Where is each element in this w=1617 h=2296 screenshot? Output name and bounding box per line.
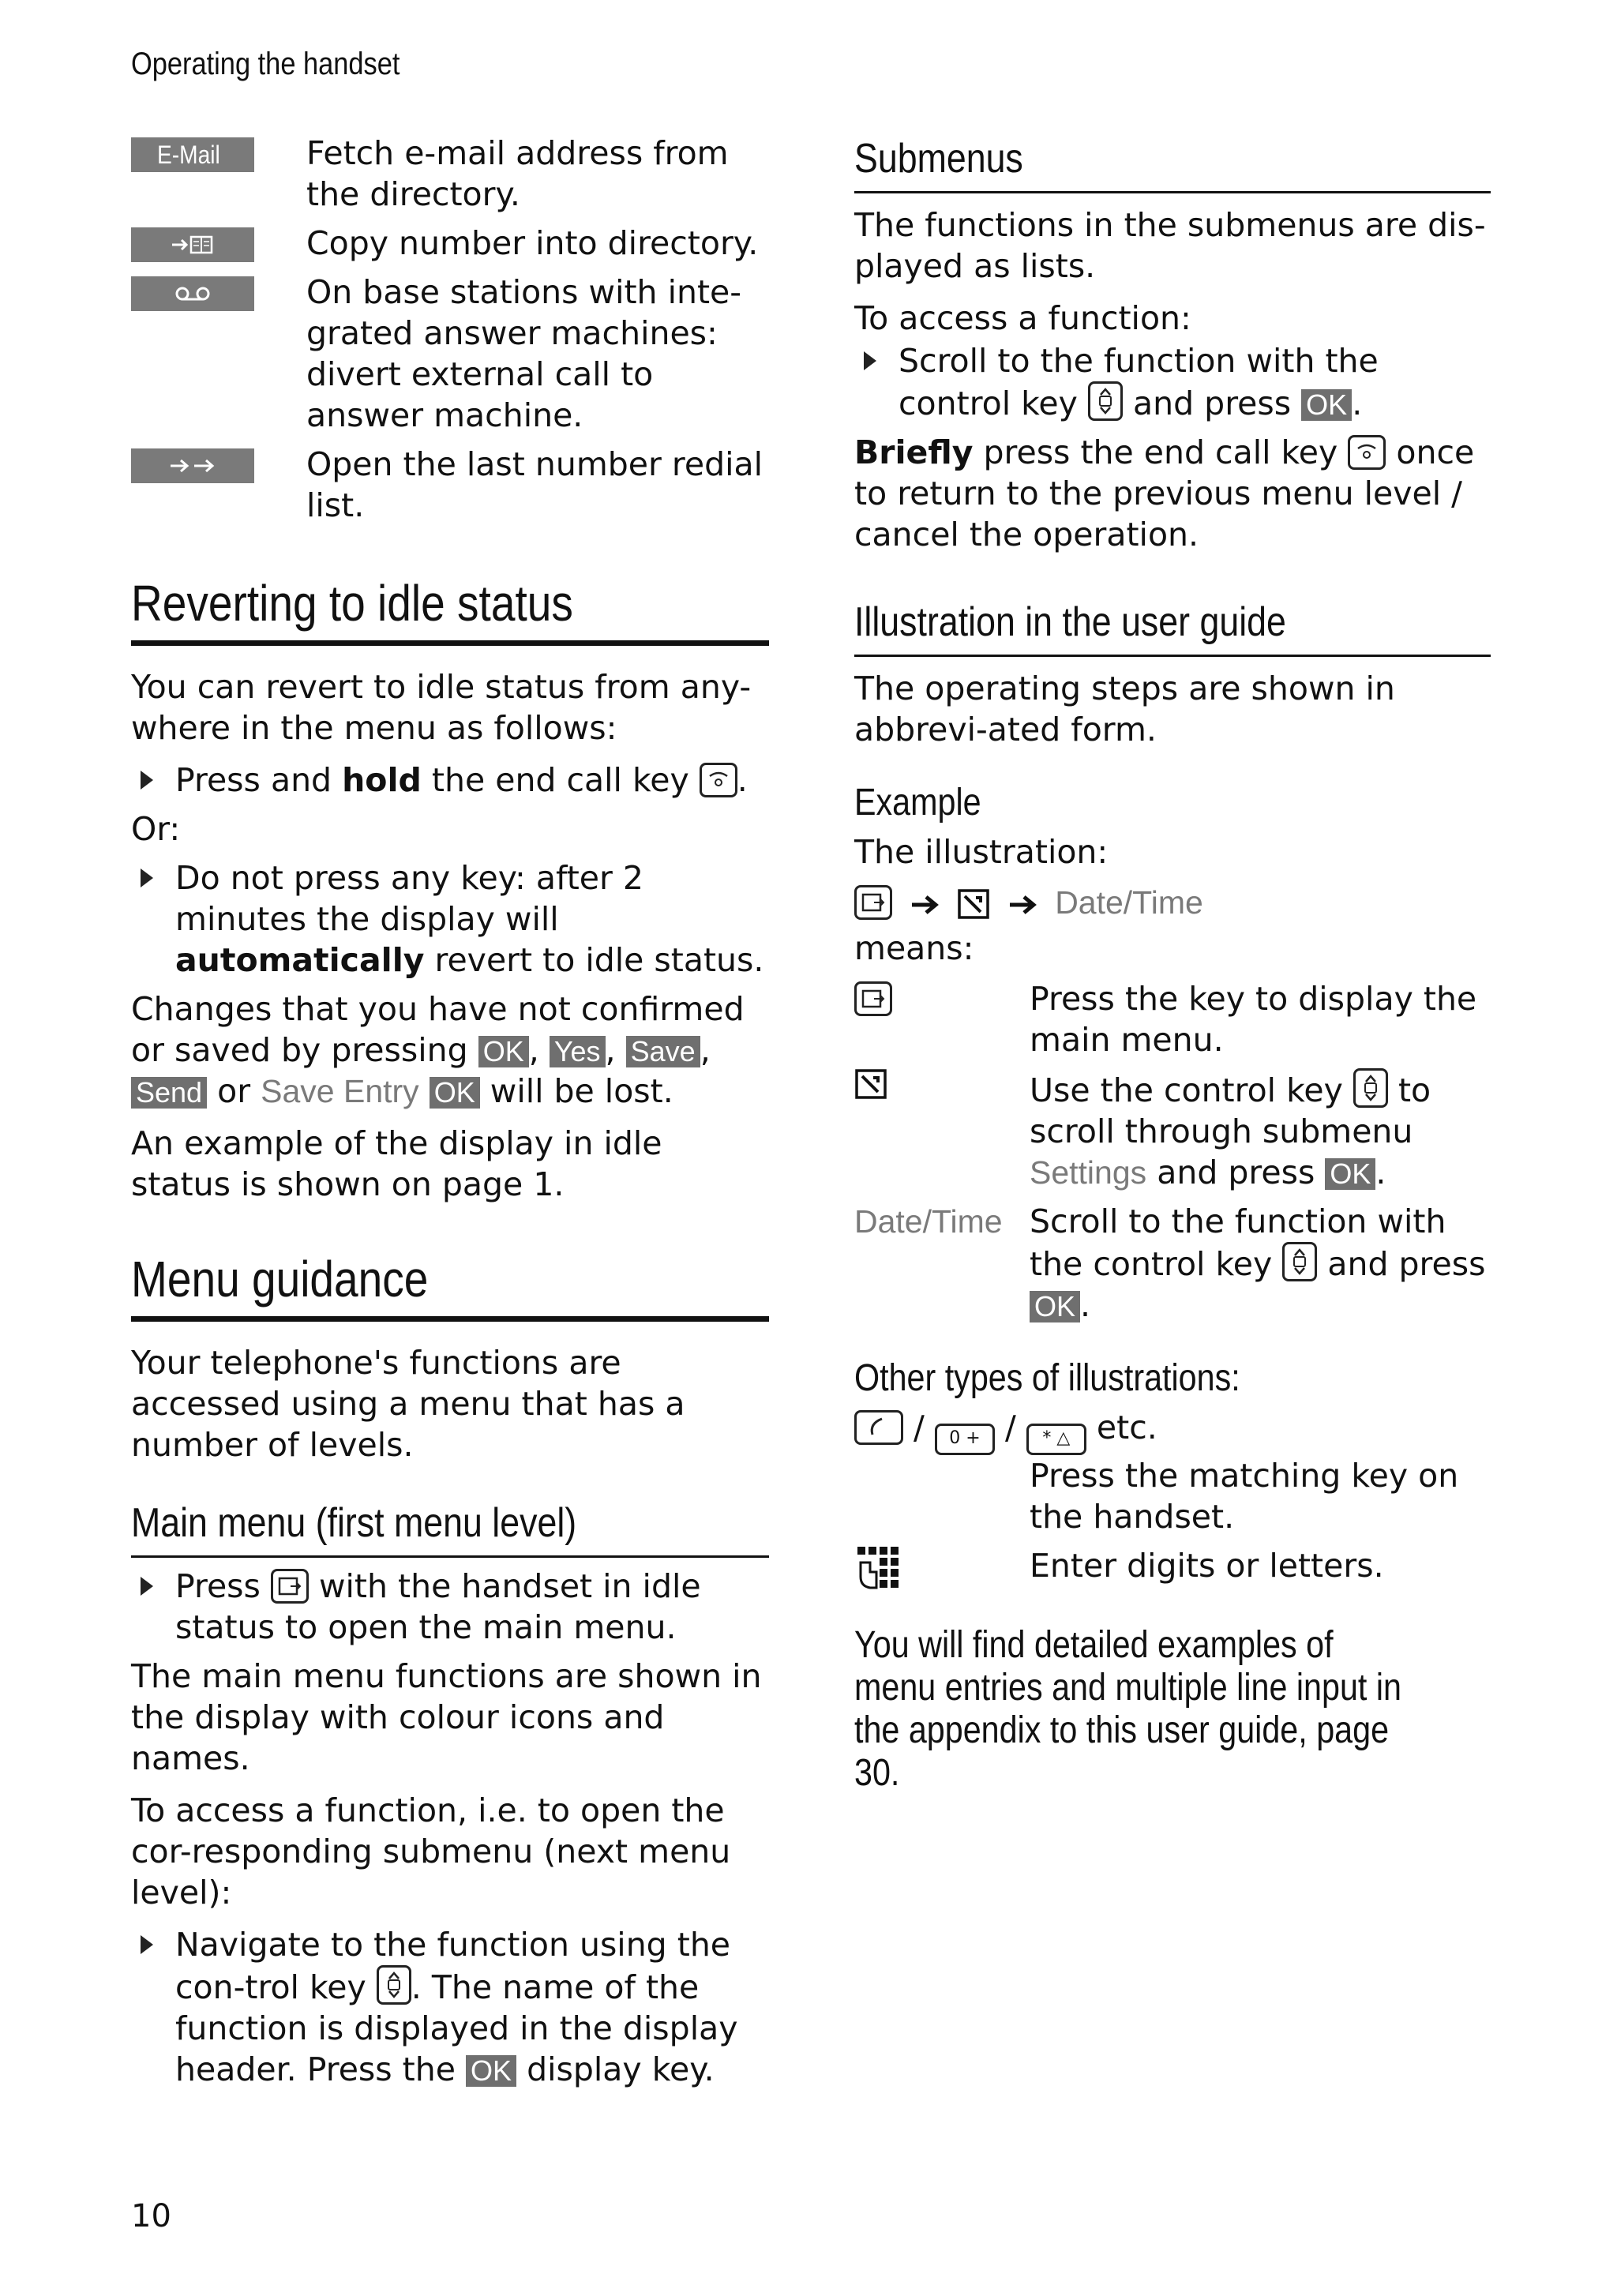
illus-row-desc: Scroll to the function with the control key and press OK . — [1030, 1202, 1486, 1324]
bullet-hold-end-key: Press and hold the end call key . — [131, 760, 769, 801]
ok-display-key: OK — [1301, 389, 1352, 421]
settings-icon — [854, 1068, 887, 1100]
other-keys-line: / 0 + / * △ etc. — [854, 1407, 1491, 1455]
path-arrow-icon — [1005, 893, 1040, 917]
page-header: Operating the handset — [131, 47, 400, 81]
illus-row-desc: Enter digits or letters. — [1030, 1547, 1384, 1585]
bullet-arrow-icon — [131, 760, 175, 801]
right-column — [854, 133, 1491, 1795]
send-display-key: Send — [131, 1077, 207, 1109]
illus-p1: The operating steps are shown in abbrevi-ated form. — [854, 670, 1395, 748]
save-display-key: Save — [626, 1036, 700, 1067]
talk-key-icon — [854, 1410, 903, 1445]
key-row-text: Copy number into directory. — [306, 224, 759, 262]
path-arrow-icon — [907, 893, 942, 917]
or-text: Or: — [131, 810, 181, 848]
the-illustration-label: The illustration: — [854, 833, 1109, 871]
copy-to-directory-key-icon — [131, 227, 254, 262]
settings-icon — [957, 888, 990, 920]
illus-row-keypad — [854, 1545, 1491, 1602]
key-row-text: Open the last number redial list. — [306, 445, 763, 524]
control-key-icon — [1088, 381, 1123, 421]
section-title-main-menu: Main menu (first menu level) — [131, 1497, 769, 1558]
bullet-navigate-function: Navigate to the function using the con-trol key . The name of the function is displayed in the display header. Press the OK display key. — [131, 1924, 769, 2090]
other-illustrations-heading: Other types of illustrations: — [854, 1357, 1240, 1399]
illus-row-menu-key — [854, 978, 1491, 1060]
email-key: E-Mail — [131, 137, 254, 172]
star-key-icon: * △ — [1026, 1424, 1086, 1455]
submenus-p1: The functions in the submenus are dis-played as lists. — [854, 206, 1486, 285]
bullet-arrow-icon — [131, 1924, 175, 2090]
example-text: An example of the display in idle status is shown on page 1. — [131, 1124, 662, 1203]
date-time-label: Date/Time — [854, 1203, 1003, 1240]
control-key-icon — [377, 1965, 411, 2005]
section-title-submenus: Submenus — [854, 133, 1491, 193]
keypad-icon — [854, 1545, 902, 1593]
menu-key-icon — [854, 981, 892, 1016]
key-row-redial — [131, 444, 769, 526]
ok-display-key: OK — [1030, 1291, 1080, 1322]
example-heading: Example — [854, 782, 981, 823]
control-key-icon — [1353, 1068, 1388, 1108]
bullet-auto-revert: Do not press any key: after 2 minutes the display will automatically revert to idle status. — [131, 857, 769, 981]
closing-note: You will find detailed examples of menu entries and multiple line input in the appendix to this user guide, page 30. — [854, 1624, 1401, 1794]
menu-path — [854, 882, 1491, 923]
bullet-open-main-menu: Press with the handset in idle status to open the main menu. — [131, 1566, 769, 1648]
ok-display-key: OK — [466, 2055, 516, 2087]
date-time-label: Date/Time — [1055, 884, 1203, 921]
bullet-scroll-function: Scroll to the function with the control key and press OK . — [854, 340, 1491, 424]
bullet-arrow-icon — [131, 857, 175, 981]
illus-row-desc: Use the control key to scroll through submenu Settings and press OK . — [1030, 1068, 1491, 1193]
key-row-answer-machine — [131, 272, 769, 436]
ok-display-key: OK — [1325, 1158, 1375, 1190]
key-row-copy — [131, 223, 769, 264]
illus-row-date-time — [854, 1201, 1491, 1326]
illus-row-desc: Press the matching key on the handset. — [1030, 1457, 1459, 1536]
save-entry-label: Save Entry — [261, 1073, 419, 1109]
illus-row-desc: Press the key to display the main menu. — [1030, 980, 1477, 1059]
changes-text: Changes that you have not confirmed or saved by pressing OK , Yes , Save , Send or Save Entry OK will be lost. — [131, 990, 745, 1110]
yes-display-key: Yes — [550, 1036, 606, 1067]
key-row-text: On base stations with inte-grated answer machines: divert external call to answer machine. — [306, 273, 742, 434]
page-number: 10 — [131, 2198, 171, 2234]
menu-key-icon — [271, 1569, 309, 1604]
main-menu-p2: To access a function, i.e. to open the cor-responding submenu (next menu level): — [131, 1791, 731, 1911]
means-label: means: — [854, 929, 974, 967]
control-key-icon — [1282, 1242, 1317, 1281]
illus-row-other-desc — [854, 1455, 1491, 1537]
ok-display-key: OK — [430, 1077, 480, 1109]
briefly-text: Briefly press the end call key once to return to the previous menu level / cancel the operation. — [854, 433, 1475, 553]
revert-intro: You can revert to idle status from any-where in the menu as follows: — [131, 668, 752, 747]
left-column — [131, 133, 769, 2098]
bullet-arrow-icon — [854, 340, 899, 424]
section-title-illustration: Illustration in the user guide — [854, 596, 1491, 657]
answer-machine-key-icon — [131, 276, 254, 311]
submenus-p2: To access a function: — [854, 299, 1191, 337]
end-call-key-icon — [700, 763, 737, 797]
zero-key-icon: 0 + — [935, 1424, 995, 1455]
illus-row-settings — [854, 1068, 1491, 1193]
end-call-key-icon — [1348, 435, 1386, 470]
bullet-arrow-icon — [131, 1566, 175, 1648]
ok-display-key: OK — [478, 1036, 529, 1067]
section-title-reverting: Reverting to idle status — [131, 572, 769, 646]
key-row-text: Fetch e-mail address from the directory. — [306, 134, 729, 213]
key-row-email — [131, 133, 769, 215]
settings-label: Settings — [1030, 1154, 1147, 1191]
redial-key-icon — [131, 448, 254, 483]
menu-key-icon — [854, 885, 892, 920]
menu-intro: Your telephone's functions are accessed using a menu that has a number of levels. — [131, 1344, 685, 1464]
main-menu-p1: The main menu functions are shown in the display with colour icons and names. — [131, 1657, 762, 1777]
section-title-menu-guidance: Menu guidance — [131, 1247, 769, 1322]
